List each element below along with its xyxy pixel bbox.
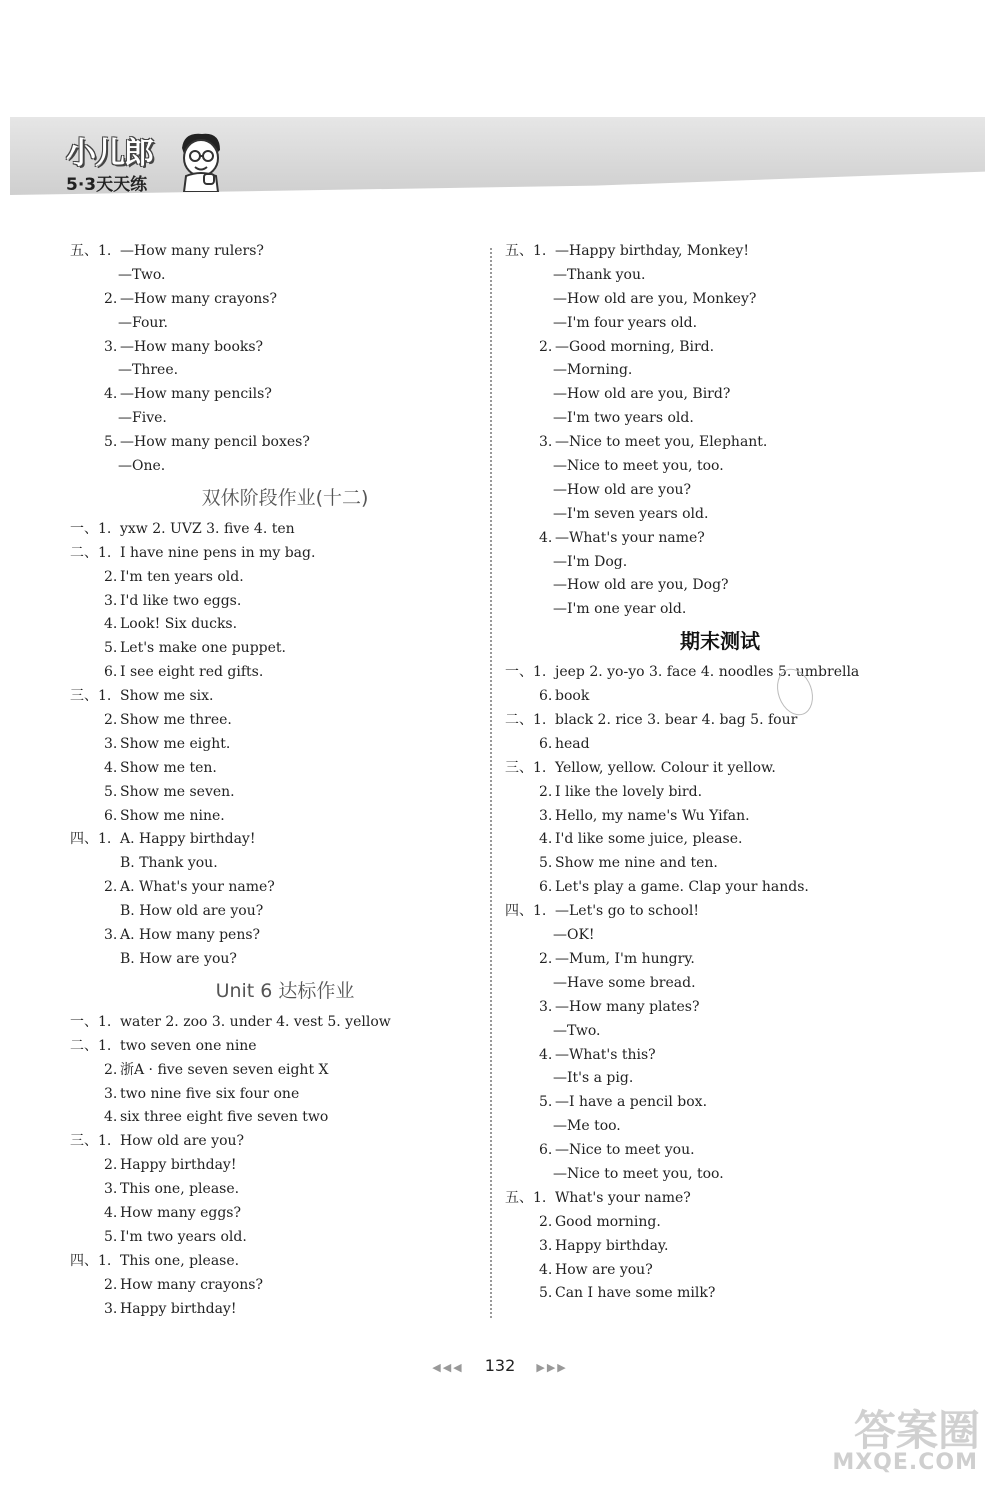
answer-text: two nine five six four one bbox=[120, 1085, 300, 1102]
answer-line bbox=[505, 503, 935, 527]
answer-text: black 2. rice 3. bear 4. bag 5. four bbox=[555, 712, 798, 729]
answer-text: —Nice to meet you. bbox=[555, 1142, 695, 1159]
answer-line bbox=[70, 1106, 500, 1130]
answer-line bbox=[70, 566, 500, 590]
answer-line bbox=[70, 733, 500, 757]
item-number: 3. bbox=[539, 1237, 553, 1254]
item-number: 6. bbox=[104, 664, 118, 681]
answer-text: Show me three. bbox=[120, 712, 232, 729]
item-number: 4. bbox=[539, 831, 553, 848]
page-number: 132 bbox=[484, 1356, 516, 1375]
answer-line bbox=[70, 781, 500, 805]
item-number: 2. bbox=[539, 783, 553, 800]
answer-text: —I'm one year old. bbox=[553, 601, 687, 618]
answer-text: —Me too. bbox=[553, 1118, 621, 1135]
item-number: 3. bbox=[104, 1085, 118, 1102]
item-number: 3. bbox=[104, 1181, 118, 1198]
answer-text: —Four. bbox=[118, 314, 168, 331]
answer-line bbox=[505, 264, 935, 288]
answer-line bbox=[505, 1139, 935, 1163]
answer-text: —How many plates? bbox=[555, 998, 700, 1015]
answer-line bbox=[505, 1115, 935, 1139]
answer-line bbox=[70, 805, 500, 829]
answer-text: What's your name? bbox=[555, 1189, 691, 1206]
section-title: 双休阶段作业(十二) bbox=[201, 486, 369, 509]
item-number: 四、1. bbox=[70, 1252, 112, 1269]
logo-title: 小儿郎 bbox=[66, 136, 153, 171]
item-number: 3. bbox=[539, 998, 553, 1015]
item-number: 2. bbox=[104, 290, 118, 307]
answer-text: —Thank you. bbox=[553, 266, 646, 283]
answer-line bbox=[70, 1154, 500, 1178]
item-number: 5. bbox=[539, 1285, 553, 1302]
item-number: 2. bbox=[104, 1276, 118, 1293]
answer-text: —Two. bbox=[118, 266, 166, 283]
answer-line bbox=[70, 685, 500, 709]
item-number: 4. bbox=[539, 529, 553, 546]
item-number: 5. bbox=[539, 855, 553, 872]
item-number: 3. bbox=[104, 927, 118, 944]
answer-text: I like the lovely bird. bbox=[555, 783, 703, 800]
answer-text: jeep 2. yo-yo 3. face 4. noodles 5. umbrella bbox=[555, 664, 860, 681]
answer-line bbox=[505, 996, 935, 1020]
answer-line bbox=[70, 757, 500, 781]
item-number: 2. bbox=[539, 1213, 553, 1230]
answer-line bbox=[70, 637, 500, 661]
answer-line bbox=[505, 455, 935, 479]
answer-text: —How many crayons? bbox=[120, 290, 277, 307]
answer-line bbox=[505, 240, 935, 264]
answer-text: —How many books? bbox=[120, 338, 264, 355]
answer-text: Happy birthday! bbox=[120, 1157, 237, 1174]
page-footer bbox=[0, 1356, 1000, 1375]
answer-text: —What's this? bbox=[555, 1046, 656, 1063]
answer-text: B. How are you? bbox=[120, 950, 237, 967]
left-column bbox=[70, 240, 500, 1321]
item-number: 2. bbox=[104, 879, 118, 896]
item-number: 五、1. bbox=[505, 1189, 547, 1206]
item-number: 二、1. bbox=[70, 1037, 112, 1054]
answer-text: —One. bbox=[118, 458, 166, 475]
item-number: 4. bbox=[104, 386, 118, 403]
answer-line bbox=[505, 1044, 935, 1068]
answer-line bbox=[505, 1091, 935, 1115]
answer-line bbox=[70, 1130, 500, 1154]
answer-text: A. Happy birthday! bbox=[120, 831, 256, 848]
answer-line bbox=[70, 383, 500, 407]
answer-text: Look! Six ducks. bbox=[120, 616, 238, 633]
answer-line bbox=[70, 900, 500, 924]
answer-line bbox=[70, 613, 500, 637]
item-number: 6. bbox=[539, 1142, 553, 1159]
answer-text: A. How many pens? bbox=[120, 927, 261, 944]
answer-text: yxw 2. UVZ 3. five 4. ten bbox=[120, 520, 295, 537]
item-number: 2. bbox=[539, 950, 553, 967]
answer-text: —Happy birthday, Monkey! bbox=[555, 243, 749, 259]
answer-line bbox=[505, 527, 935, 551]
answer-text: Show me ten. bbox=[120, 759, 217, 776]
answer-text: Hello, my name's Wu Yifan. bbox=[555, 807, 750, 824]
answer-text: B. How old are you? bbox=[120, 903, 264, 920]
item-number: 4. bbox=[104, 616, 118, 633]
item-number: 2. bbox=[104, 1061, 118, 1078]
answer-line bbox=[70, 948, 500, 972]
answer-text: head bbox=[555, 735, 590, 752]
answer-line bbox=[505, 383, 935, 407]
answer-line bbox=[505, 805, 935, 829]
item-number: 3. bbox=[104, 1300, 118, 1317]
answer-text: Happy birthday! bbox=[120, 1300, 237, 1317]
answer-text: Show me nine and ten. bbox=[555, 855, 718, 872]
item-number: 5. bbox=[539, 1094, 553, 1111]
answer-text: six three eight five seven two bbox=[120, 1109, 329, 1126]
answer-line bbox=[505, 1067, 935, 1091]
logo bbox=[66, 128, 226, 198]
answer-text: How many crayons? bbox=[120, 1276, 263, 1293]
answer-text: two seven one nine bbox=[120, 1037, 257, 1054]
section-title: Unit 6 达标作业 bbox=[215, 979, 355, 1002]
answer-line bbox=[505, 1163, 935, 1187]
answer-line bbox=[505, 757, 935, 781]
answer-text: book bbox=[555, 688, 590, 705]
answer-text: This one, please. bbox=[120, 1181, 240, 1198]
answer-line bbox=[70, 590, 500, 614]
answer-line bbox=[70, 455, 500, 479]
answer-line bbox=[70, 1250, 500, 1274]
answer-text: —Five. bbox=[118, 410, 167, 427]
answer-text: How many eggs? bbox=[120, 1204, 241, 1221]
answer-text: —Good morning, Bird. bbox=[555, 338, 715, 355]
answer-text: —It's a pig. bbox=[553, 1070, 634, 1087]
answer-line bbox=[505, 336, 935, 360]
answer-text: —How many pencil boxes? bbox=[120, 434, 310, 451]
answer-text: Let's make one puppet. bbox=[120, 640, 286, 657]
section-title: 期末测试 bbox=[680, 629, 760, 654]
answer-text: I see eight red gifts. bbox=[120, 664, 264, 681]
boy-mascot-icon bbox=[174, 130, 226, 192]
answer-line bbox=[505, 1187, 935, 1211]
answer-text: I have nine pens in my bag. bbox=[120, 544, 316, 561]
answer-text: —What's your name? bbox=[555, 529, 705, 546]
item-number: 4. bbox=[104, 759, 118, 776]
answer-line bbox=[505, 1282, 935, 1306]
answer-text: —Two. bbox=[553, 1022, 601, 1039]
answer-text: —Mum, I'm hungry. bbox=[555, 950, 695, 967]
item-number: 2. bbox=[104, 1157, 118, 1174]
answer-text: I'd like two eggs. bbox=[120, 592, 242, 609]
answer-text: —How old are you? bbox=[553, 481, 692, 498]
answer-line bbox=[505, 852, 935, 876]
answer-line bbox=[70, 518, 500, 542]
answer-line bbox=[70, 542, 500, 566]
answer-text: How are you? bbox=[555, 1261, 653, 1278]
item-number: 6. bbox=[539, 688, 553, 705]
answer-text: Happy birthday. bbox=[555, 1237, 669, 1254]
answer-line bbox=[70, 1298, 500, 1322]
answer-text: —I'm two years old. bbox=[553, 410, 694, 427]
answer-text: —Nice to meet you, Elephant. bbox=[555, 434, 768, 451]
item-number: 四、1. bbox=[70, 831, 112, 848]
answer-line bbox=[70, 359, 500, 383]
item-number: 2. bbox=[104, 712, 118, 729]
answer-text: —OK! bbox=[553, 927, 595, 944]
answer-line bbox=[70, 828, 500, 852]
answer-text: —Morning. bbox=[553, 362, 633, 379]
item-number: 3. bbox=[104, 592, 118, 609]
answer-text: —How old are you, Dog? bbox=[553, 577, 729, 594]
answer-line bbox=[505, 598, 935, 622]
answer-line bbox=[505, 1235, 935, 1259]
watermark-url: MXQE.COM bbox=[832, 1450, 978, 1475]
item-number: 一、1. bbox=[70, 1013, 112, 1030]
answer-text: —I'm four years old. bbox=[553, 314, 698, 331]
item-number: 一、1. bbox=[70, 520, 112, 537]
item-number: 2. bbox=[539, 338, 553, 355]
item-number: 五、1. bbox=[70, 243, 112, 259]
answer-text: —Have some bread. bbox=[553, 974, 696, 991]
answer-text: How old are you? bbox=[120, 1133, 245, 1150]
item-number: 三、1. bbox=[505, 759, 547, 776]
item-number: 4. bbox=[539, 1046, 553, 1063]
answer-text: Show me seven. bbox=[120, 783, 235, 800]
answer-line bbox=[70, 288, 500, 312]
answer-text: —How many rulers? bbox=[120, 243, 264, 259]
answer-text: —How many pencils? bbox=[120, 386, 272, 403]
answer-line bbox=[505, 431, 935, 455]
answer-line bbox=[505, 479, 935, 503]
answer-line bbox=[70, 1202, 500, 1226]
answer-line bbox=[505, 551, 935, 575]
item-number: 3. bbox=[539, 807, 553, 824]
answer-line bbox=[70, 240, 500, 264]
item-number: 5. bbox=[104, 1228, 118, 1245]
item-number: 二、1. bbox=[70, 544, 112, 561]
answer-line bbox=[70, 661, 500, 685]
answer-line bbox=[70, 336, 500, 360]
answer-text: —Let's go to school! bbox=[555, 903, 700, 920]
answer-line bbox=[505, 972, 935, 996]
answer-line bbox=[505, 876, 935, 900]
answer-text: —How old are you, Monkey? bbox=[553, 290, 757, 307]
prev-arrows-icon: ◀◀◀ bbox=[432, 1361, 464, 1374]
answer-text: water 2. zoo 3. under 4. vest 5. yellow bbox=[120, 1013, 391, 1030]
answer-line bbox=[505, 359, 935, 383]
item-number: 5. bbox=[104, 640, 118, 657]
answer-text: —I'm Dog. bbox=[553, 553, 628, 570]
answer-text: —I have a pencil box. bbox=[555, 1094, 708, 1111]
answer-text: A. What's your name? bbox=[120, 879, 275, 896]
answer-line bbox=[70, 1035, 500, 1059]
answer-text: Show me six. bbox=[120, 688, 214, 705]
answer-line bbox=[505, 1020, 935, 1044]
answer-line bbox=[505, 924, 935, 948]
answer-line bbox=[505, 312, 935, 336]
item-number: 4. bbox=[104, 1204, 118, 1221]
answer-line bbox=[505, 948, 935, 972]
next-arrows-icon: ▶▶▶ bbox=[536, 1361, 568, 1374]
answer-line bbox=[70, 709, 500, 733]
answer-text: —Nice to meet you, too. bbox=[553, 458, 724, 475]
answer-text: Show me nine. bbox=[120, 807, 225, 824]
item-number: 4. bbox=[104, 1109, 118, 1126]
answer-line bbox=[505, 1259, 935, 1283]
item-number: 6. bbox=[539, 735, 553, 752]
answer-line bbox=[70, 1059, 500, 1083]
answer-text: Let's play a game. Clap your hands. bbox=[555, 879, 809, 896]
right-column bbox=[505, 240, 935, 1306]
answer-text: I'm two years old. bbox=[120, 1228, 247, 1245]
item-number: 3. bbox=[104, 735, 118, 752]
answer-line bbox=[70, 876, 500, 900]
item-number: 2. bbox=[104, 568, 118, 585]
item-number: 5. bbox=[104, 783, 118, 800]
answer-text: —How old are you, Bird? bbox=[553, 386, 731, 403]
logo-subtitle: 5·3天天练 bbox=[66, 175, 148, 195]
answer-text: B. Thank you. bbox=[120, 855, 218, 872]
answer-line bbox=[70, 1226, 500, 1250]
answer-text: Show me eight. bbox=[120, 735, 231, 752]
answer-text: This one, please. bbox=[120, 1252, 240, 1269]
answer-line bbox=[70, 312, 500, 336]
item-number: 3. bbox=[104, 338, 118, 355]
answer-line bbox=[505, 685, 935, 709]
answer-line bbox=[70, 852, 500, 876]
answer-text: —I'm seven years old. bbox=[553, 505, 709, 522]
answer-line bbox=[505, 288, 935, 312]
answer-line bbox=[70, 407, 500, 431]
answer-line bbox=[70, 264, 500, 288]
answer-text: I'd like some juice, please. bbox=[555, 831, 743, 848]
answer-line bbox=[70, 1083, 500, 1107]
answer-text: Can I have some milk? bbox=[555, 1285, 716, 1302]
answer-line bbox=[70, 924, 500, 948]
answer-line bbox=[70, 1011, 500, 1035]
item-number: 6. bbox=[104, 807, 118, 824]
answer-text: Yellow, yellow. Colour it yellow. bbox=[555, 759, 776, 776]
item-number: 三、1. bbox=[70, 688, 112, 705]
item-number: 四、1. bbox=[505, 903, 547, 920]
answer-line bbox=[505, 661, 935, 685]
item-number: 二、1. bbox=[505, 712, 547, 729]
answer-line bbox=[505, 407, 935, 431]
answer-line bbox=[505, 733, 935, 757]
item-number: 6. bbox=[539, 879, 553, 896]
answer-line bbox=[70, 1274, 500, 1298]
item-number: 5. bbox=[104, 434, 118, 451]
answer-line bbox=[505, 900, 935, 924]
answer-text: 浙A · five seven seven eight X bbox=[120, 1061, 329, 1078]
item-number: 3. bbox=[539, 434, 553, 451]
answer-line bbox=[70, 431, 500, 455]
item-number: 三、1. bbox=[70, 1133, 112, 1150]
item-number: 4. bbox=[539, 1261, 553, 1278]
answer-line bbox=[70, 1178, 500, 1202]
answer-text: —Three. bbox=[118, 362, 179, 379]
item-number: 一、1. bbox=[505, 664, 547, 681]
answer-text: I'm ten years old. bbox=[120, 568, 244, 585]
answer-text: Good morning. bbox=[555, 1213, 661, 1230]
answer-line bbox=[505, 574, 935, 598]
answer-line bbox=[505, 781, 935, 805]
answer-text: —Nice to meet you, too. bbox=[553, 1165, 724, 1182]
answer-line bbox=[505, 1211, 935, 1235]
answer-line bbox=[505, 828, 935, 852]
item-number: 五、1. bbox=[505, 243, 547, 259]
watermark-logo: 答案圈 bbox=[853, 1406, 980, 1455]
answer-line bbox=[505, 709, 935, 733]
